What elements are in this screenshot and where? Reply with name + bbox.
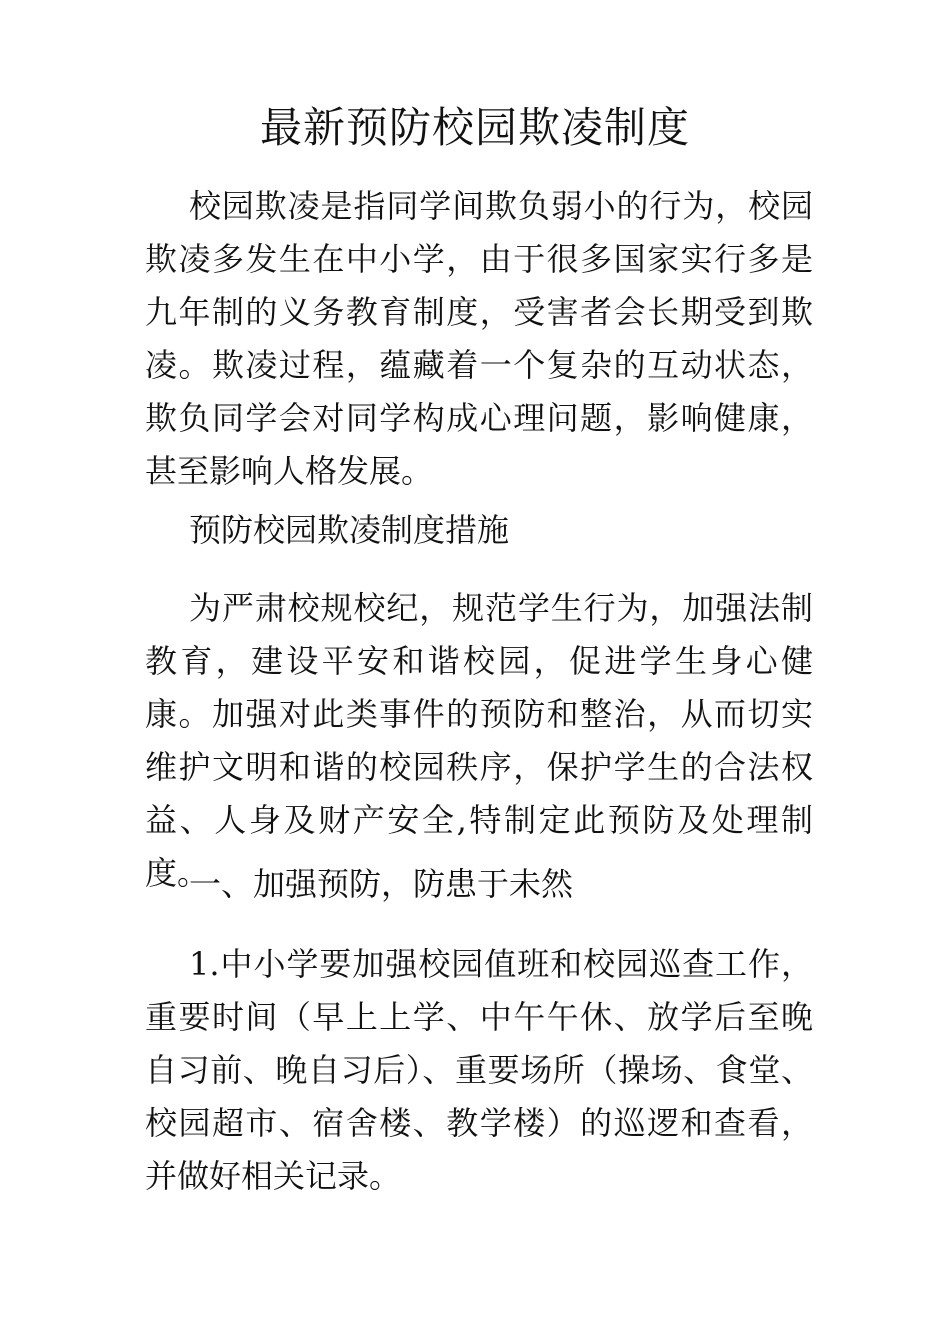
measures-paragraph: 为严肃校规校纪，规范学生行为，加强法制教育，建设平安和谐校园，促进学生身心健康。加强对此类事件的预防和整治，从而切实维护文明和谐的校园秩序，保护学生的合法权益、人身及财产安全,特制定此预防及处理制度。 [145, 589, 813, 892]
section-one-heading: 一、加强预防，防患于未然 [189, 865, 574, 903]
item-one-paragraph: 1.中小学要加强校园值班和校园巡查工作，重要时间（早上上学、中午午休、放学后至晚自习前、晚自习后）、重要场所（操场、食堂、校园超市、宿舍楼、教学楼）的巡逻和查看，并做好相关记录。 [145, 945, 813, 1195]
measures-heading: 预防校园欺凌制度措施 [189, 511, 510, 549]
intro-paragraph: 校园欺凌是指同学间欺负弱小的行为，校园欺凌多发生在中小学，由于很多国家实行多是九年制的义务教育制度，受害者会长期受到欺凌。欺凌过程，蕴藏着一个复杂的互动状态，欺负同学会对同学构成心理问题，影响健康，甚至影响人格发展。 [145, 187, 813, 490]
document-title: 最新预防校园欺凌制度 [259, 103, 690, 152]
